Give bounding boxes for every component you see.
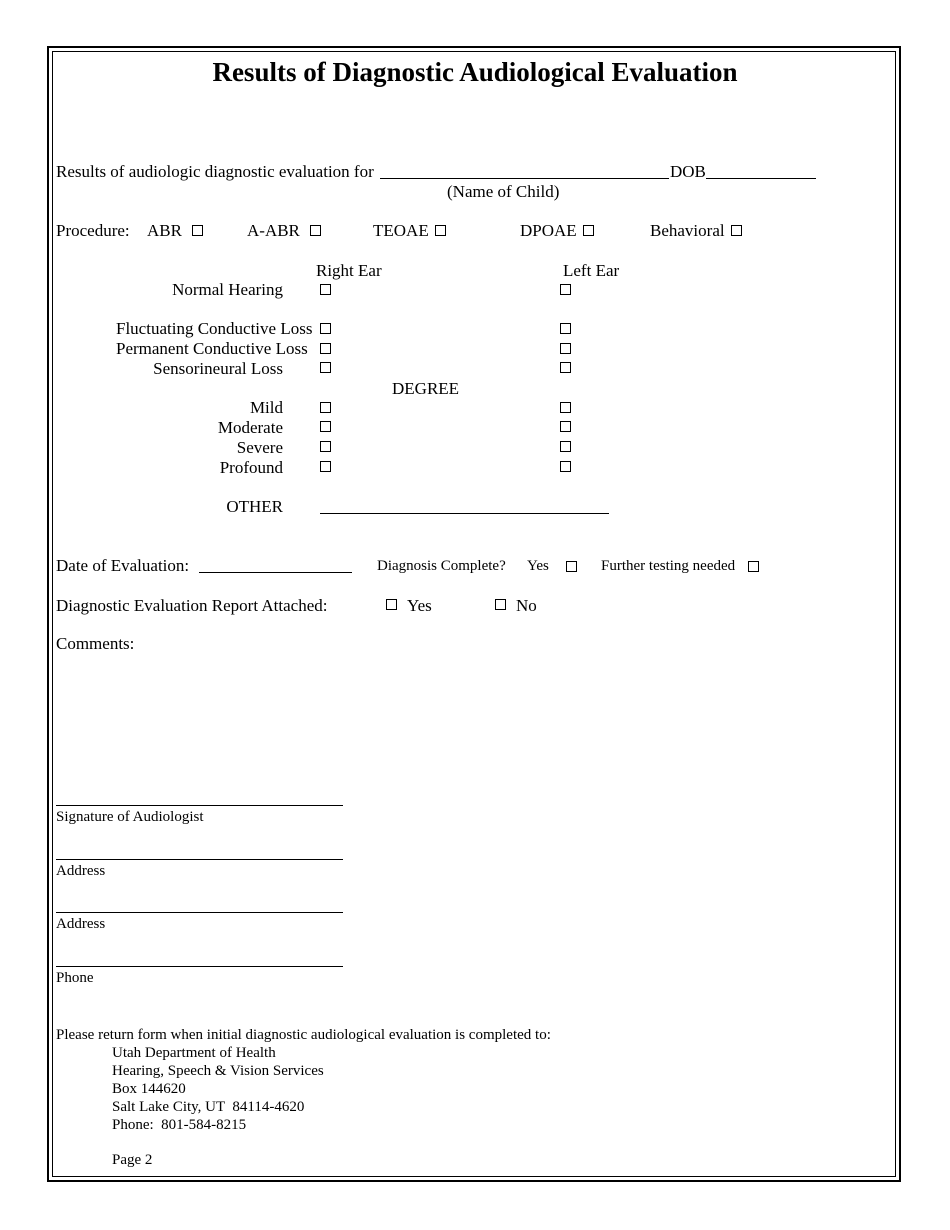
procedure-aabr-checkbox[interactable] bbox=[310, 225, 321, 236]
report-attached-label: Diagnostic Evaluation Report Attached: bbox=[56, 596, 328, 615]
comments-area[interactable] bbox=[56, 658, 886, 788]
other-label: OTHER bbox=[226, 497, 283, 516]
sensorineural-loss-label: Sensorineural Loss bbox=[153, 359, 283, 378]
dob-label: DOB bbox=[670, 162, 706, 181]
permanent-loss-label: Permanent Conductive Loss bbox=[116, 339, 308, 358]
degree-severe-right-checkbox[interactable] bbox=[320, 441, 331, 452]
diagnosis-complete-label: Diagnosis Complete? bbox=[377, 558, 506, 574]
procedure-teoae-checkbox[interactable] bbox=[435, 225, 446, 236]
sensorineural-loss-left-checkbox[interactable] bbox=[560, 362, 571, 373]
procedure-label: Procedure: bbox=[56, 221, 130, 240]
procedure-aabr-label: A-ABR bbox=[247, 221, 300, 240]
return-address-line: Utah Department of Health bbox=[112, 1045, 276, 1061]
signature-line[interactable] bbox=[56, 805, 343, 806]
degree-profound-left-checkbox[interactable] bbox=[560, 461, 571, 472]
degree-profound-label: Profound bbox=[219, 458, 283, 477]
address-label-2: Address bbox=[56, 916, 106, 932]
phone-label: Phone bbox=[56, 970, 94, 986]
name-of-child-caption: (Name of Child) bbox=[447, 182, 560, 201]
procedure-dpoae-label: DPOAE bbox=[520, 221, 577, 240]
degree-moderate-right-checkbox[interactable] bbox=[320, 421, 331, 432]
sensorineural-loss-right-checkbox[interactable] bbox=[320, 362, 331, 373]
degree-moderate-left-checkbox[interactable] bbox=[560, 421, 571, 432]
degree-severe-left-checkbox[interactable] bbox=[560, 441, 571, 452]
report-no-checkbox[interactable] bbox=[495, 599, 506, 610]
report-no-label: No bbox=[516, 596, 537, 615]
further-testing-label: Further testing needed bbox=[601, 558, 736, 574]
form-title: Results of Diagnostic Audiological Evaluation bbox=[212, 57, 738, 87]
address-line-2[interactable] bbox=[56, 912, 343, 913]
date-of-evaluation-field[interactable] bbox=[199, 572, 352, 573]
degree-severe-label: Severe bbox=[236, 438, 283, 457]
normal-hearing-label: Normal Hearing bbox=[172, 280, 283, 299]
degree-mild-right-checkbox[interactable] bbox=[320, 402, 331, 413]
page-number: Page 2 bbox=[112, 1152, 153, 1168]
procedure-abr-label: ABR bbox=[147, 221, 182, 240]
degree-moderate-label: Moderate bbox=[217, 418, 283, 437]
procedure-abr-checkbox[interactable] bbox=[192, 225, 203, 236]
diagnosis-complete-yes-checkbox[interactable] bbox=[566, 561, 577, 572]
return-address-line: Hearing, Speech & Vision Services bbox=[112, 1063, 324, 1079]
dob-field[interactable] bbox=[706, 178, 816, 179]
degree-profound-right-checkbox[interactable] bbox=[320, 461, 331, 472]
diagnosis-yes-label: Yes bbox=[527, 558, 549, 574]
signature-label: Signature of Audiologist bbox=[56, 809, 204, 825]
eval-for-label: Results of audiologic diagnostic evaluation for bbox=[56, 162, 374, 181]
degree-mild-left-checkbox[interactable] bbox=[560, 402, 571, 413]
return-instruction: Please return form when initial diagnostic audiological evaluation is completed to: bbox=[56, 1027, 551, 1043]
comments-label: Comments: bbox=[56, 634, 135, 653]
fluctuating-loss-right-checkbox[interactable] bbox=[320, 323, 331, 334]
return-address-line: Salt Lake City, UT 84114-4620 bbox=[112, 1099, 305, 1115]
return-address-line: Box 144620 bbox=[112, 1081, 186, 1097]
date-of-evaluation-label: Date of Evaluation: bbox=[56, 556, 190, 575]
address-line-1[interactable] bbox=[56, 859, 343, 860]
degree-mild-label: Mild bbox=[249, 398, 283, 417]
fluctuating-loss-label: Fluctuating Conductive Loss bbox=[116, 319, 313, 338]
phone-line[interactable] bbox=[56, 966, 343, 967]
procedure-dpoae-checkbox[interactable] bbox=[583, 225, 594, 236]
further-testing-checkbox[interactable] bbox=[748, 561, 759, 572]
right-ear-heading: Right Ear bbox=[316, 261, 382, 280]
procedure-behavioral-label: Behavioral bbox=[650, 221, 725, 240]
report-yes-label: Yes bbox=[407, 596, 432, 615]
permanent-loss-left-checkbox[interactable] bbox=[560, 343, 571, 354]
address-label-1: Address bbox=[56, 863, 106, 879]
permanent-loss-right-checkbox[interactable] bbox=[320, 343, 331, 354]
left-ear-heading: Left Ear bbox=[563, 261, 620, 280]
procedure-behavioral-checkbox[interactable] bbox=[731, 225, 742, 236]
fluctuating-loss-left-checkbox[interactable] bbox=[560, 323, 571, 334]
normal-hearing-left-checkbox[interactable] bbox=[560, 284, 571, 295]
procedure-teoae-label: TEOAE bbox=[373, 221, 429, 240]
return-address-line: Phone: 801-584-8215 bbox=[112, 1117, 247, 1133]
degree-heading: DEGREE bbox=[392, 379, 460, 398]
report-yes-checkbox[interactable] bbox=[386, 599, 397, 610]
normal-hearing-right-checkbox[interactable] bbox=[320, 284, 331, 295]
child-name-field[interactable] bbox=[380, 178, 669, 179]
other-field[interactable] bbox=[320, 513, 609, 514]
